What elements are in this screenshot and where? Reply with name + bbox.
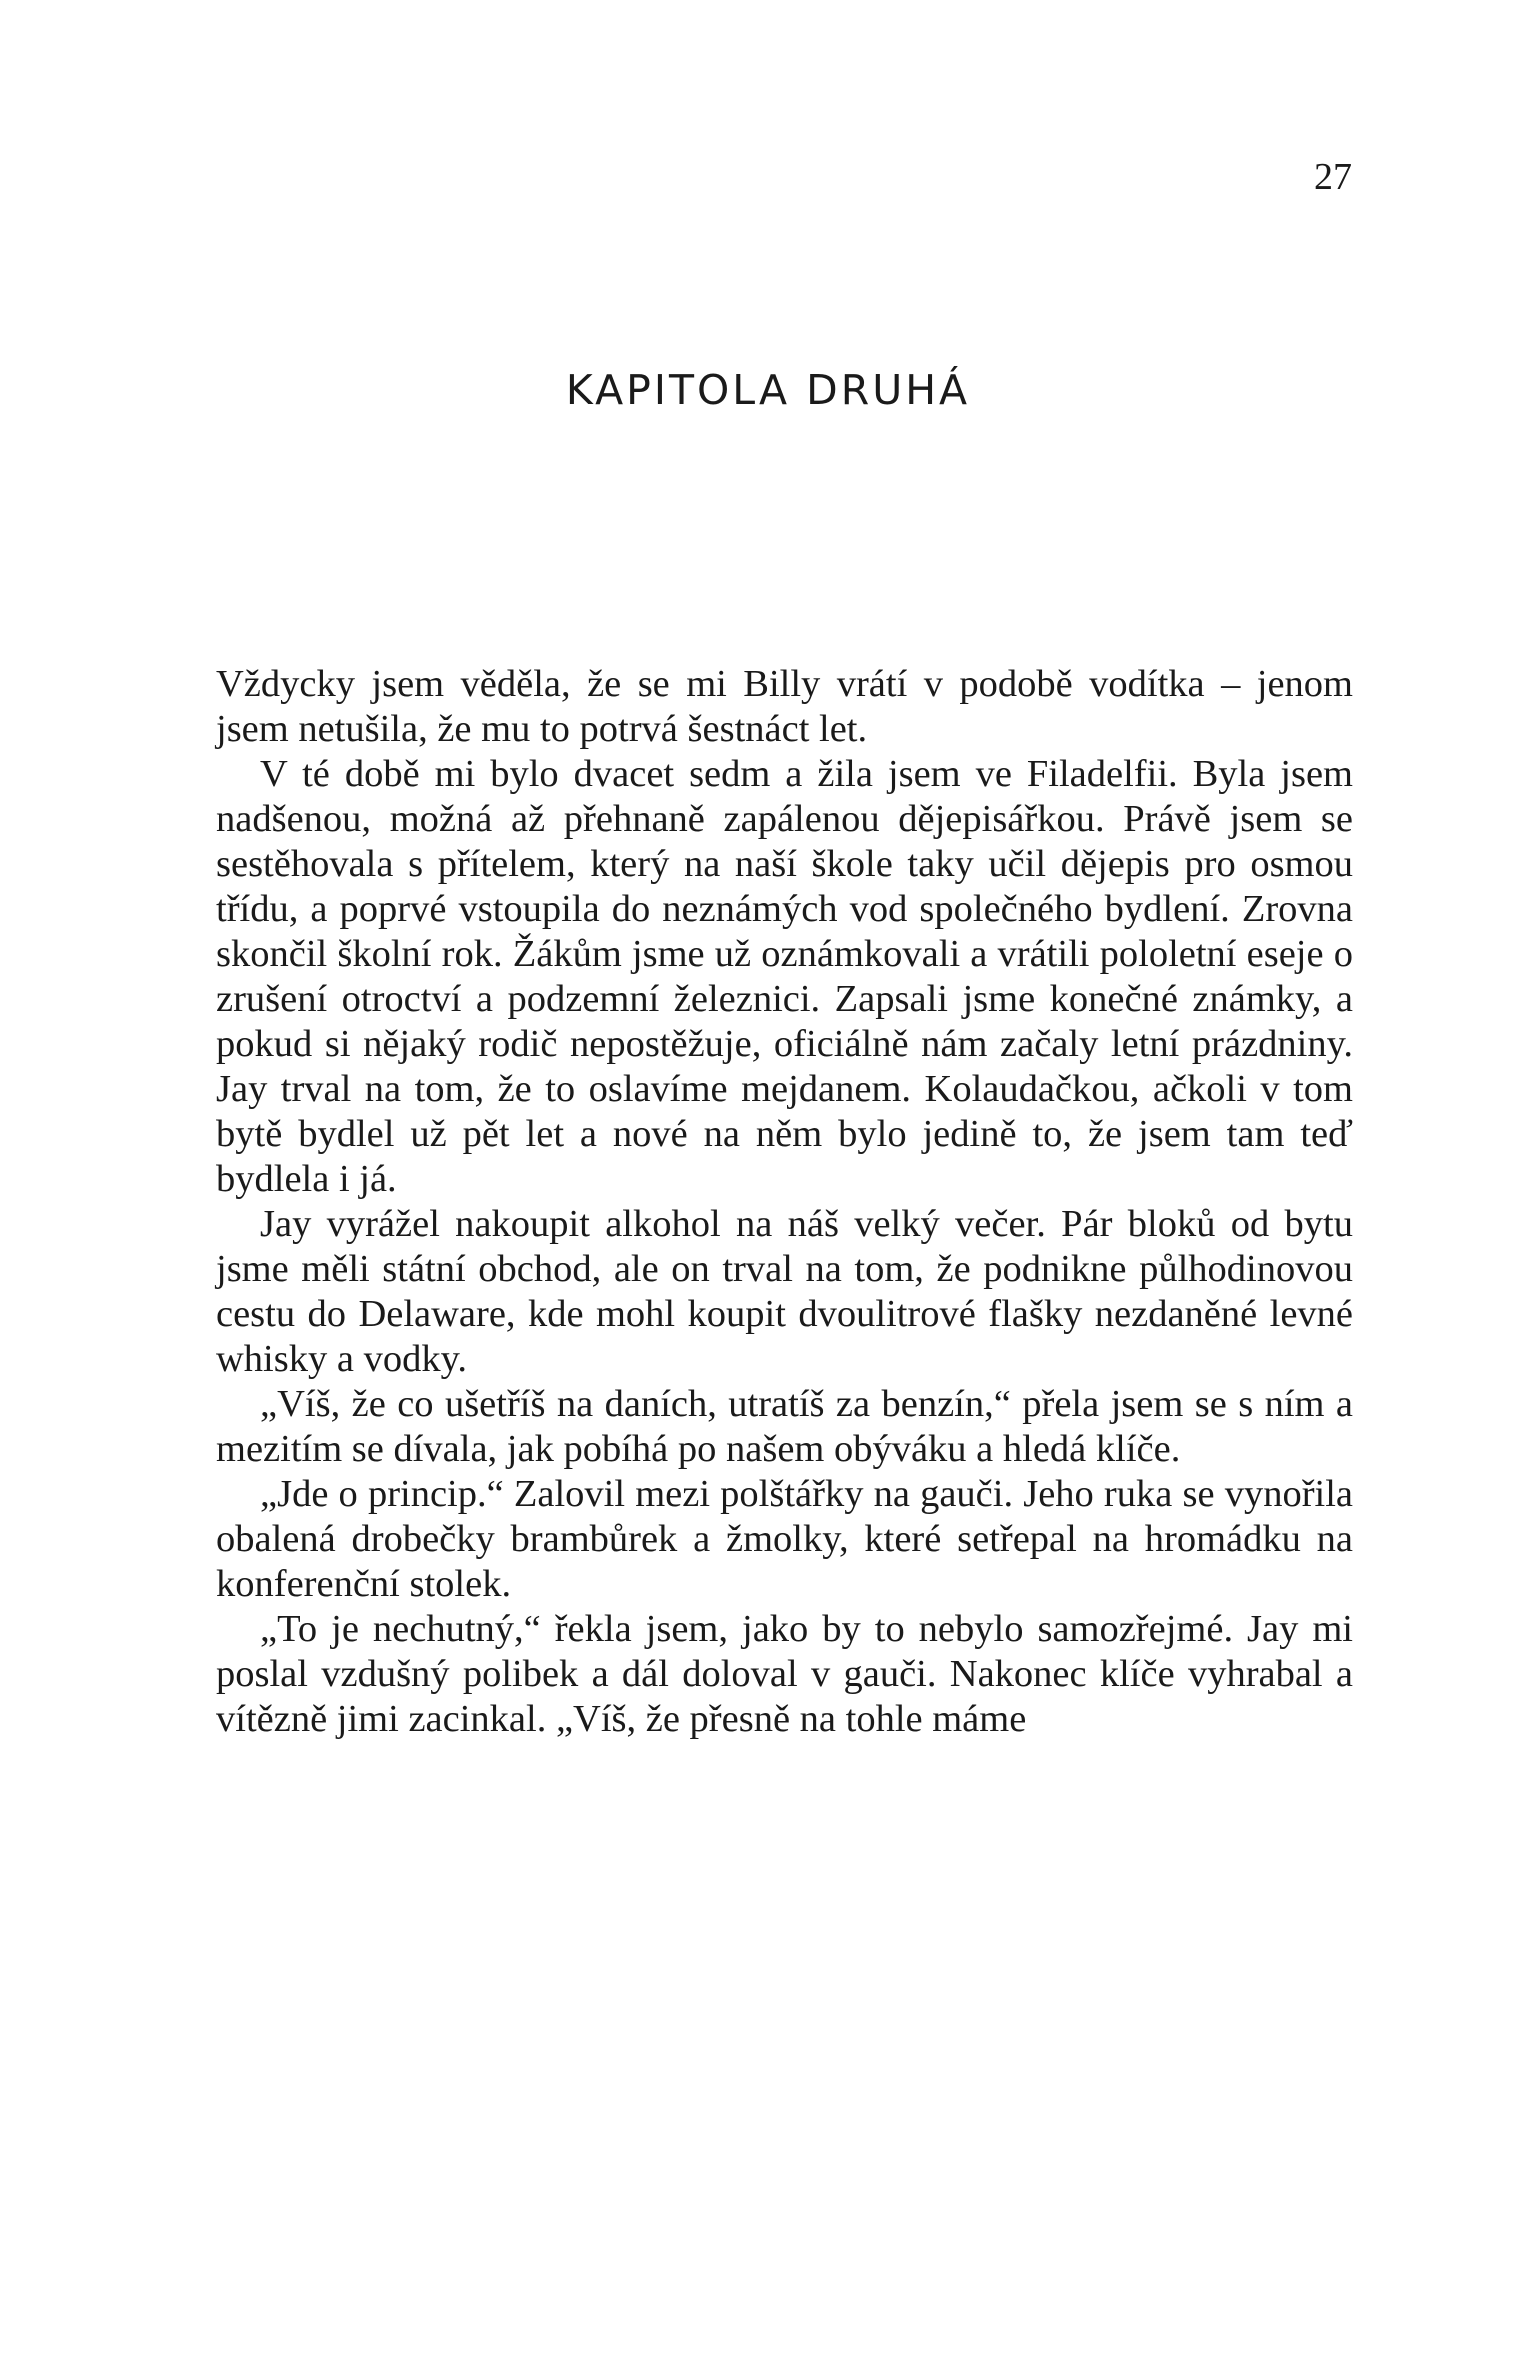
page-number: 27 <box>1314 156 1352 198</box>
paragraph: „Jde o princip.“ Zalovil mezi polštářky na gauči. Jeho ruka se vynořila obalená drobečky brambůrek a žmolky, které setřepal na hromádku na konferenční stolek. <box>216 1473 1353 1605</box>
paragraph: V té době mi bylo dvacet sedm a žila jsem ve Filadelfii. Byla jsem nadšenou, možná až přehnaně zapálenou dějepisářkou. Právě jsem se sestěhovala s přítelem, který na naší škole taky učil dějepis pro osmou třídu, a poprvé vstoupila do neznámých vod společného bydlení. Zrovna skončil školní rok. Žákům jsme už oznámkovali a vrátili pololetní eseje o zrušení otroctví a podzemní železnici. Zapsali jsme konečné známky, a pokud si nějaký rodič nepostěžuje, oficiálně nám začaly letní prázdniny. Jay trval na tom, že to oslavíme mejdanem. Kolaudačkou, ačkoli v tom bytě bydlel už pět let a nové na něm bylo jedině to, že jsem tam teď bydlela i já. <box>216 753 1353 1200</box>
paragraph: Vždycky jsem věděla, že se mi Billy vrátí v podobě vodítka – jenom jsem netušila, že mu to potrvá šestnáct let. <box>216 663 1353 750</box>
paragraph: „To je nechutný,“ řekla jsem, jako by to nebylo samozřejmé. Jay mi poslal vzdušný polibek a dál doloval v gauči. Nakonec klíče vyhrabal a vítězně jimi zacinkal. „Víš, že přesně na tohle máme <box>216 1608 1353 1740</box>
chapter-title: KAPITOLA DRUHÁ <box>565 366 971 414</box>
body-text <box>216 662 1353 1742</box>
paragraph: „Víš, že co ušetříš na daních, utratíš za benzín,“ přela jsem se s ním a mezitím se dívala, jak pobíhá po našem obýváku a hledá klíče. <box>216 1383 1353 1470</box>
paragraph: Jay vyrážel nakoupit alkohol na náš velký večer. Pár bloků od bytu jsme měli státní obchod, ale on trval na tom, že podnikne půlhodinovou cestu do Delaware, kde mohl koupit dvoulitrové flašky nezdaněné levné whisky a vodky. <box>216 1203 1353 1380</box>
